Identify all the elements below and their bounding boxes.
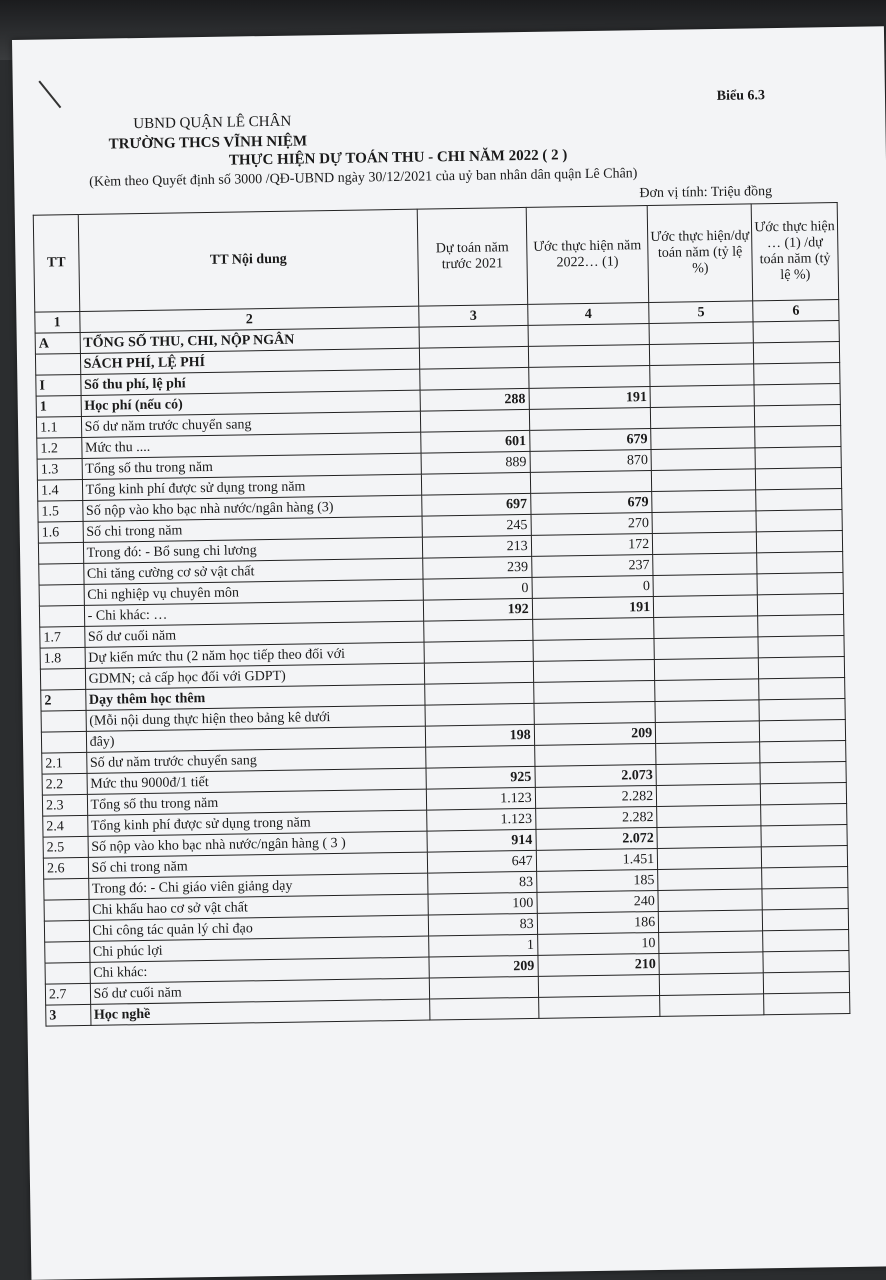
index-cell: 6 (753, 300, 839, 322)
row-tt-cell: 2.4 (43, 815, 88, 837)
row-ratio2-cell (753, 342, 839, 364)
row-content-cell: Tổng kinh phí được sử dụng trong năm (87, 810, 427, 836)
row-ratio-cell (649, 322, 753, 345)
row-actual-cell (534, 743, 656, 766)
row-estimate-cell: 288 (420, 388, 529, 411)
row-actual-cell (528, 345, 650, 368)
row-tt-cell: 2 (41, 689, 86, 711)
row-estimate-cell: 925 (426, 766, 535, 789)
row-ratio2-cell (760, 740, 846, 762)
row-ratio2-cell (753, 321, 839, 343)
row-ratio2-cell (757, 573, 843, 595)
row-content-cell: Số dư năm trước chuyển sang (86, 747, 426, 773)
row-actual-cell: 191 (532, 596, 654, 619)
row-ratio2-cell (755, 447, 841, 469)
row-tt-cell: 1.7 (40, 626, 85, 648)
row-ratio2-cell (762, 887, 848, 909)
row-tt-cell (35, 353, 80, 375)
row-tt-cell: 1.2 (37, 437, 82, 459)
row-ratio-cell (650, 343, 754, 366)
document-subtitle: (Kèm theo Quyết định số 3000 /QĐ-UBND ngày 30/12/2021 của uỷ ban nhân dân quận Lê Chân) (89, 166, 638, 190)
row-ratio-cell (659, 973, 763, 996)
row-ratio2-cell (761, 845, 847, 867)
row-estimate-cell: 239 (423, 556, 532, 579)
index-cell: 1 (35, 311, 80, 333)
row-ratio-cell (656, 742, 760, 765)
index-cell: 4 (527, 303, 649, 326)
row-content-cell: - Chi khác: … (84, 600, 424, 626)
row-ratio-cell (658, 889, 762, 912)
row-tt-cell (39, 584, 84, 606)
organization-name: UBND QUẬN LÊ CHÂN (133, 113, 292, 133)
row-actual-cell: 1.451 (536, 848, 658, 871)
row-content-cell: Học nghề (90, 999, 430, 1025)
row-estimate-cell (425, 682, 534, 705)
row-actual-cell: 237 (531, 554, 653, 577)
row-ratio-cell (650, 385, 754, 408)
row-actual-cell (533, 659, 655, 682)
form-number: Biểu 6.3 (716, 88, 766, 104)
row-actual-cell: 2.073 (535, 764, 657, 787)
row-tt-cell: 2.3 (42, 794, 87, 816)
row-ratio2-cell (754, 363, 840, 385)
row-ratio2-cell (756, 531, 842, 553)
row-ratio2-cell (757, 552, 843, 574)
row-ratio-cell (652, 469, 756, 492)
row-actual-cell: 185 (536, 869, 658, 892)
row-actual-cell (533, 638, 655, 661)
row-content-cell: Số nộp vào kho bạc nhà nước/ngân hàng ( 3 ) (88, 831, 428, 857)
row-estimate-cell: 697 (422, 493, 531, 516)
row-tt-cell (41, 731, 86, 753)
row-actual-cell (530, 471, 652, 494)
index-cell: 5 (649, 301, 753, 324)
row-estimate-cell: 83 (428, 871, 537, 894)
row-content-cell: Tổng số thu trong năm (82, 453, 422, 479)
row-tt-cell: 2.5 (43, 836, 88, 858)
row-actual-cell (529, 408, 651, 431)
row-ratio-cell (658, 868, 762, 891)
row-content-cell: Số dư cuối năm (90, 978, 430, 1004)
row-content-cell: Số chi trong năm (88, 852, 428, 878)
row-estimate-cell (424, 640, 533, 663)
row-estimate-cell: 0 (423, 577, 532, 600)
row-ratio2-cell (763, 929, 849, 951)
row-estimate-cell (424, 619, 533, 642)
row-ratio2-cell (762, 866, 848, 888)
document-title: THỰC HIỆN DỰ TOÁN THU - CHI NĂM 2022 ( 2 ) (228, 147, 568, 169)
index-cell: 2 (79, 306, 419, 332)
row-tt-cell: 1.8 (40, 647, 85, 669)
row-content-cell: Chi khác: (90, 957, 430, 983)
row-actual-cell (534, 701, 656, 724)
row-estimate-cell: 647 (427, 850, 536, 873)
row-ratio2-cell (757, 594, 843, 616)
col-header-ratio-1: Ước thực hiện/dự toán năm (tỷ lệ %) (647, 204, 752, 303)
table-body (35, 321, 850, 1027)
row-tt-cell (39, 563, 84, 585)
row-actual-cell (533, 680, 655, 703)
row-estimate-cell (421, 409, 530, 432)
row-estimate-cell: 889 (421, 451, 530, 474)
row-ratio2-cell (755, 468, 841, 490)
row-ratio-cell (658, 910, 762, 933)
row-content-cell: Chi khấu hao cơ sở vật chất (89, 894, 429, 920)
budget-table (33, 202, 851, 1027)
row-actual-cell (538, 974, 660, 997)
row-ratio2-cell (763, 950, 849, 972)
row-actual-cell: 172 (531, 533, 653, 556)
row-ratio-cell (655, 700, 759, 723)
row-content-cell: Chi công tác quản lý chỉ đạo (89, 915, 429, 941)
row-estimate-cell: 1 (429, 934, 538, 957)
row-actual-cell: 2.282 (535, 785, 657, 808)
row-estimate-cell: 192 (423, 598, 532, 621)
row-ratio-cell (651, 427, 755, 450)
index-cell: 3 (419, 304, 528, 327)
row-ratio2-cell (761, 803, 847, 825)
row-tt-cell: 1.3 (37, 458, 82, 480)
row-ratio2-cell (759, 719, 845, 741)
row-ratio2-cell (759, 678, 845, 700)
row-content-cell: Số nộp vào kho bạc nhà nước/ngân hàng (3) (82, 495, 422, 521)
row-tt-cell (45, 962, 90, 984)
row-ratio2-cell (759, 698, 845, 720)
row-content-cell: (Mỗi nội dung thực hiện theo bảng kê dưới (86, 705, 426, 731)
row-ratio-cell (657, 805, 761, 828)
row-tt-cell: 1.4 (37, 479, 82, 501)
row-tt-cell: 2.1 (42, 752, 87, 774)
table-header-row (33, 203, 838, 313)
row-ratio-cell (654, 595, 758, 618)
row-actual-cell: 191 (529, 387, 651, 410)
row-ratio2-cell (756, 510, 842, 532)
row-content-cell: Chi tăng cường cơ sở vật chất (83, 558, 423, 584)
row-actual-cell: 209 (534, 722, 656, 745)
row-content-cell: đây) (86, 726, 426, 752)
row-ratio-cell (652, 490, 756, 513)
row-tt-cell: 2.6 (43, 857, 88, 879)
row-actual-cell: 679 (529, 429, 651, 452)
row-content-cell: Chi phúc lợi (89, 936, 429, 962)
col-header-actual-2022: Ước thực hiện năm 2022… (1) (526, 206, 649, 305)
row-tt-cell: I (36, 374, 81, 396)
row-content-cell: Chi nghiệp vụ chuyên môn (84, 579, 424, 605)
row-tt-cell: 1 (36, 395, 81, 417)
row-ratio-cell (657, 847, 761, 870)
row-actual-cell: 870 (530, 450, 652, 473)
row-actual-cell (532, 617, 654, 640)
row-actual-cell: 10 (537, 932, 659, 955)
row-estimate-cell: 1.123 (426, 787, 535, 810)
pen-mark (38, 81, 61, 109)
row-content-cell: Học phí (nếu có) (81, 390, 421, 416)
row-ratio2-cell (756, 489, 842, 511)
row-content-cell: Số dư năm trước chuyển sang (81, 411, 421, 437)
row-content-cell: Dự kiến mức thu (2 năm học tiếp theo đối với (85, 642, 425, 668)
row-content-cell: Số chi trong năm (83, 516, 423, 542)
row-actual-cell (528, 324, 650, 347)
row-actual-cell: 0 (532, 575, 654, 598)
row-ratio-cell (656, 763, 760, 786)
row-ratio-cell (653, 532, 757, 555)
row-content-cell: Mức thu 9000đ/1 tiết (87, 768, 427, 794)
row-estimate-cell (430, 997, 539, 1020)
row-tt-cell: 1.1 (36, 416, 81, 438)
row-ratio-cell (651, 448, 755, 471)
row-ratio-cell (653, 553, 757, 576)
row-content-cell: Số dư cuối năm (84, 621, 424, 647)
row-ratio-cell (651, 406, 755, 429)
col-header-ratio-2: Ước thực hiện … (1) /dự toán năm (tỷ lệ %) (751, 203, 838, 301)
row-estimate-cell (421, 472, 530, 495)
row-ratio-cell (653, 574, 757, 597)
row-ratio2-cell (754, 384, 840, 406)
row-ratio-cell (654, 637, 758, 660)
row-estimate-cell: 100 (428, 892, 537, 915)
row-tt-cell: 1.6 (38, 521, 83, 543)
row-ratio-cell (657, 784, 761, 807)
row-estimate-cell: 213 (422, 535, 531, 558)
row-actual-cell: 240 (537, 890, 659, 913)
unit-label: Đơn vị tính: Triệu đồng (639, 184, 773, 202)
col-header-estimate-2021: Dự toán năm trước 2021 (417, 207, 527, 306)
row-estimate-cell: 245 (422, 514, 531, 537)
row-content-cell: Tổng số thu trong năm (87, 789, 427, 815)
row-estimate-cell (420, 367, 529, 390)
col-header-content: TT Nội dung (78, 209, 419, 311)
row-estimate-cell: 1.123 (427, 808, 536, 831)
row-content-cell: Trong đó: - Bổ sung chi lương (83, 537, 423, 563)
row-actual-cell: 210 (538, 953, 660, 976)
row-content-cell: SÁCH PHÍ, LỆ PHÍ (80, 348, 420, 374)
document-page (12, 26, 886, 1280)
row-ratio2-cell (758, 636, 844, 658)
row-estimate-cell: 83 (428, 913, 537, 936)
row-content-cell: Tổng kinh phí được sử dụng trong năm (82, 474, 422, 500)
row-ratio-cell (652, 511, 756, 534)
row-estimate-cell (425, 703, 534, 726)
school-name: TRƯỜNG THCS VĨNH NIỆM (108, 133, 308, 153)
row-ratio-cell (655, 679, 759, 702)
row-ratio-cell (650, 364, 754, 387)
row-ratio-cell (654, 616, 758, 639)
row-tt-cell (44, 899, 89, 921)
row-tt-cell (40, 668, 85, 690)
row-actual-cell: 679 (530, 492, 652, 515)
row-tt-cell: 3 (46, 1004, 91, 1026)
row-estimate-cell (426, 745, 535, 768)
col-header-tt: TT (33, 214, 79, 312)
row-tt-cell: 1.5 (38, 500, 83, 522)
row-ratio2-cell (758, 615, 844, 637)
row-content-cell: GDMN; cả cấp học đối với GDPT) (85, 663, 425, 689)
row-content-cell: Số thu phí, lệ phí (80, 369, 420, 395)
row-ratio-cell (657, 826, 761, 849)
row-estimate-cell (424, 661, 533, 684)
row-ratio2-cell (761, 824, 847, 846)
row-estimate-cell: 601 (421, 430, 530, 453)
row-ratio2-cell (762, 908, 848, 930)
row-actual-cell: 270 (531, 513, 653, 536)
row-content-cell: Mức thu .... (81, 432, 421, 458)
row-estimate-cell (420, 346, 529, 369)
row-actual-cell: 186 (537, 911, 659, 934)
row-actual-cell: 2.072 (536, 827, 658, 850)
row-estimate-cell: 209 (429, 955, 538, 978)
row-ratio-cell (655, 658, 759, 681)
row-ratio2-cell (760, 782, 846, 804)
row-tt-cell: 2.2 (42, 773, 87, 795)
row-ratio2-cell (760, 761, 846, 783)
row-tt-cell (44, 920, 89, 942)
row-tt-cell: 2.7 (45, 983, 90, 1005)
row-content-cell: TỔNG SỐ THU, CHI, NỘP NGÂN (80, 327, 420, 353)
row-ratio2-cell (754, 405, 840, 427)
row-estimate-cell (429, 976, 538, 999)
row-ratio-cell (656, 721, 760, 744)
row-tt-cell: A (35, 332, 80, 354)
row-actual-cell (528, 366, 650, 389)
row-tt-cell (44, 878, 89, 900)
row-actual-cell (538, 995, 660, 1018)
row-ratio-cell (660, 994, 764, 1017)
row-ratio2-cell (764, 992, 850, 1014)
row-ratio2-cell (763, 971, 849, 993)
row-content-cell: Trong đó: - Chi giáo viên giảng dạy (88, 873, 428, 899)
row-tt-cell (45, 941, 90, 963)
row-tt-cell (39, 605, 84, 627)
row-estimate-cell (419, 325, 528, 348)
row-ratio2-cell (755, 426, 841, 448)
row-ratio2-cell (758, 657, 844, 679)
row-actual-cell: 2.282 (535, 806, 657, 829)
row-estimate-cell: 198 (425, 724, 534, 747)
row-content-cell: Dạy thêm học thêm (85, 684, 425, 710)
row-tt-cell (41, 710, 86, 732)
row-estimate-cell: 914 (427, 829, 536, 852)
row-tt-cell (38, 542, 83, 564)
row-ratio-cell (659, 952, 763, 975)
row-ratio-cell (659, 931, 763, 954)
